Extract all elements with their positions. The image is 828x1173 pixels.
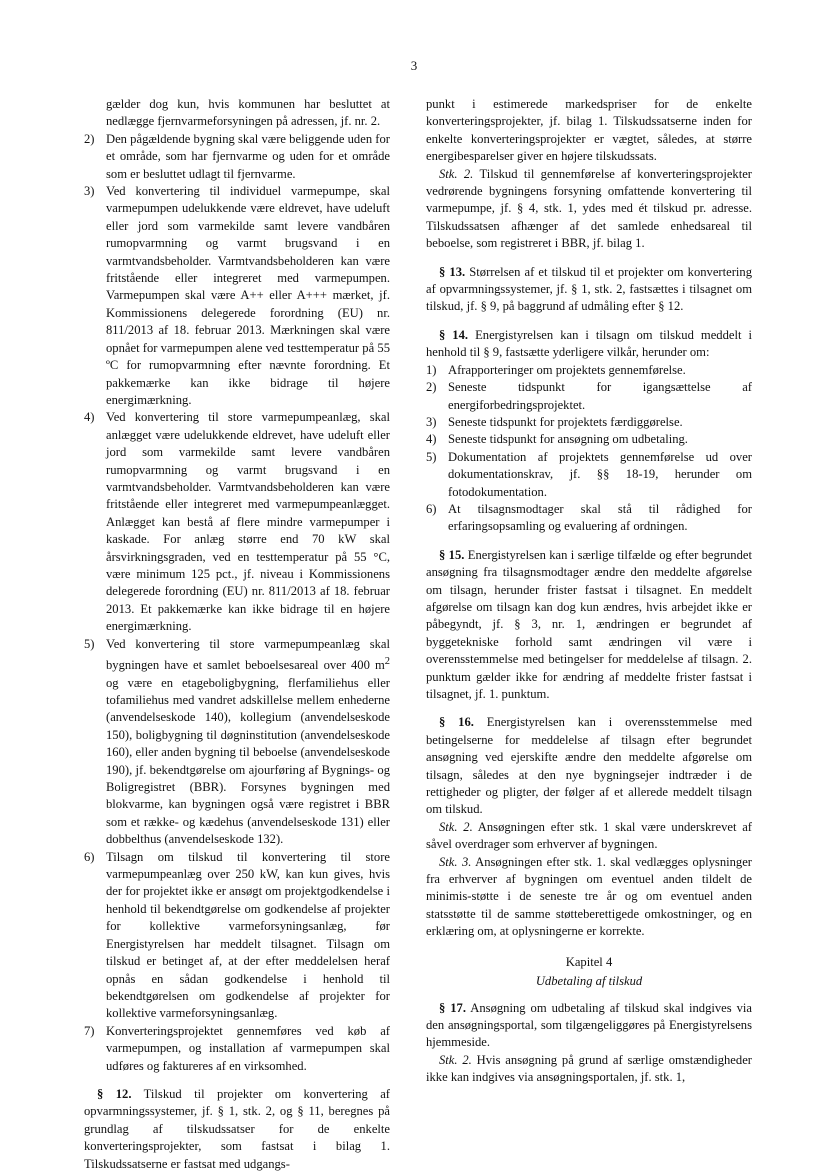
- section-12: [84, 1086, 390, 1173]
- section-17-stk-2: [426, 1052, 752, 1087]
- item-number: 4): [426, 432, 437, 447]
- item-number: 7): [84, 1023, 95, 1038]
- stk-label: Stk. 2.: [439, 166, 474, 181]
- stk-text: Hvis ansøgning på grund af særlige omstændigheder ikke kan indgives via ansøgningsportalen, jf. stk. 1,: [426, 1052, 752, 1085]
- right-column: [426, 96, 752, 1087]
- conditions-list: [426, 362, 752, 536]
- chapter-title: Udbetaling af tilskud: [535, 974, 643, 989]
- item-text: Ved konvertering til store varmepumpeanlæg, skal anlægget være udelukkende eldrevet, have udeluft eller jord som varmekilde samt levere vandbåren rumopvarmning og varmt brugsvand i en varmtvandsbeholder. Varmtvandsbeholderen kan være fritstående eller integreret med varmepumpeanlægget. Anlægget kan bestå af flere mindre varmepumper i kaskade. For anlæg større end 70 kW skal årsvirkningsgraden, ved en testtemperatur på 55 °C, være minimum 125 pct., jf. niveau i Kommissionens delegerede forordning (EU) nr. 811/2013 af 18. februar 2013. Et pakkemærke kan ikke bidrage til en højere energimærkning.: [106, 410, 390, 634]
- item-text: Seneste tidspunkt for ansøgning om udbetaling.: [448, 432, 688, 447]
- superscript-2: 2: [384, 656, 390, 667]
- section-label: § 14.: [439, 327, 469, 342]
- section-label: § 13.: [439, 264, 466, 279]
- section-text: Energistyrelsen kan i tilsagn om tilskud meddelt i henhold til § 9, fastsætte yderligere vilkår, herunder om:: [426, 327, 752, 360]
- list-item: [84, 183, 390, 409]
- list-item: [84, 636, 390, 849]
- list-item: [426, 414, 752, 431]
- item-text: Dokumentation af projektets gennemførelse ud over dokumentationskrav, jf. §§ 18-19, herunder om fotodokumentation.: [448, 449, 752, 499]
- section-text: Ansøgning om udbetaling af tilskud skal indgives via den ansøgningsportal, som tilgængeliggøres på Energistyrelsens hjemmeside.: [426, 1000, 752, 1050]
- left-column: [84, 96, 390, 1173]
- item-text: Afrapporteringer om projektets gennemførelse.: [448, 362, 686, 377]
- item-text: Tilsagn om tilskud til konvertering til store varmepumpeanlæg over 250 kW, kan kun gives, hvis der for projektet ikke er ansøgt om projektgodkendelse i henhold til bekendtgørelse om godkendelse af projekter for kollektive varmeforsyningsanlæg, før Energistyrelsen har meddelt tilsagnet. Tilsagn om tilskud er betinget af, at der efter meddelelsen heraf opnås en sådan godkendelse i henhold til bekendtgørelsen om godkendelse af projekter for kollektive varmeforsyningsanlæg.: [106, 849, 390, 1021]
- section-13: [426, 264, 752, 316]
- section-16: [426, 714, 752, 818]
- section-12-stk-2: [426, 166, 752, 253]
- section-17: [426, 1000, 752, 1052]
- item-number: 3): [84, 184, 95, 199]
- item-text: Konverteringsprojektet gennemføres ved køb af varmepumpen, og installation af varmepumpen skal udføres og faktureres af en virksomhed.: [106, 1023, 390, 1073]
- chapter-heading: Kapitel 4: [565, 954, 613, 969]
- section-text: Energistyrelsen kan i overensstemmelse med betingelserne for meddelelse af tilsagn efter begrundet ansøgning ved ejerskifte ændre den meddelte afgørelse om tilsagn, således at den nye bygningsejer indtræder i de rettigheder og pligter, der følger af et allerede meddelt tilsagn om tilskud.: [426, 715, 753, 817]
- item-text: og være en etageboligbygning, flerfamiliehus eller tofamiliehus med vandret adskillelse mellem enhederne (anvendelseskode 140), kollegium (anvendelseskode 150), boligbygning til døgninstitution (anvendelseskode 160), eller anden bygning til beboelse (anvendelseskode 190), jf. bekendtgørelse om ajourføring af Bygnings- og Boligregistret (BBR). Forsynes bygningen med blokvarme, kan bygningen også være registret i BBR som et række- og kædehus (anvendelseskode 131) eller dobbelthus (anvendelseskode 132).: [106, 675, 390, 847]
- item-number: 6): [426, 501, 437, 516]
- stk-text: Ansøgningen efter stk. 1 skal være underskrevet af såvel overdrager som erhverver af bygningen.: [426, 819, 752, 852]
- list-item: [426, 501, 752, 536]
- item-1-continuation: gælder dog kun, hvis kommunen har besluttet at nedlægge fjernvarmeforsyningen på adressen, jf. nr. 2.: [106, 97, 390, 129]
- item-number: 3): [426, 414, 437, 429]
- item-text: Seneste tidspunkt for projektets færdiggørelse.: [448, 414, 683, 429]
- requirements-list: [84, 131, 390, 1075]
- stk-label: Stk. 3.: [439, 854, 472, 869]
- section-text: Størrelsen af et tilskud til et projekter om konvertering af opvarmningssystemer, jf. § 1, stk. 2, fastsættes i tilsagnet om tilskud, jf. § 9, på baggrund af udmåling efter § 12.: [426, 264, 753, 314]
- section-label: § 16.: [439, 715, 474, 730]
- item-number: 2): [84, 131, 95, 146]
- list-item: [426, 449, 752, 501]
- page-number: 3: [410, 58, 418, 73]
- list-item: [426, 431, 752, 448]
- item-text: Seneste tidspunkt for igangsættelse af energiforbedringsprojektet.: [448, 380, 752, 412]
- item-text: At tilsagnsmodtager skal stå til rådighed for erfaringsopsamling og evaluering af ordningen.: [448, 501, 752, 534]
- stk-label: Stk. 2.: [439, 1052, 472, 1067]
- item-number: 1): [426, 362, 437, 377]
- section-14: [426, 327, 752, 362]
- item-number: 5): [84, 636, 95, 651]
- item-number: 2): [426, 380, 437, 395]
- list-item: [84, 849, 390, 1023]
- item-text: Den pågældende bygning skal være beliggende uden for et område, som har fjernvarme og uden for et område som er besluttet udlagt til fjernvarme.: [106, 131, 390, 181]
- section-15: [426, 547, 752, 704]
- list-item: [84, 1023, 390, 1075]
- stk-text: Ansøgningen efter stk. 1. skal vedlægges oplysninger fra erhverver af bygningen om eventuel anden tildelt de minimis-støtte i de seneste tre år og om eventuel anden statsstøtte til de samme støtteberettigede omkostninger, og en erklæring om, at oplysningerne er korrekte.: [426, 854, 752, 939]
- list-item: [426, 362, 752, 379]
- section-16-stk-2: [426, 819, 752, 854]
- section-label: § 15.: [439, 547, 465, 562]
- item-text: Ved konvertering til store varmepumpeanlæg skal bygningen have et samlet beboelsesareal over 400 m: [106, 636, 390, 673]
- stk-text: Tilskud til gennemførelse af konverteringsprojekter vedrørende bygningens forsyning omfattende konvertering til varmepumpe, jf. § 4, stk. 1, ydes med ét tilskud pr. adresse. Tilskudssatsen afhænger af det samlede enhedsareal til beboelse, som registreret i BBR, jf. bilag 1.: [426, 166, 752, 251]
- list-item: [84, 409, 390, 635]
- section-text: Tilskud til projekter om konvertering af opvarmningssystemer, jf. § 1, stk. 2, og § 11, beregnes på grundlag af tilskudssatser for de enkelte konverteringsprojekter, som fastsat i bilag 1. Tilskudssatserne er fastsat med udgangs-: [84, 1086, 390, 1171]
- section-16-stk-3: [426, 854, 752, 941]
- stk-label: Stk. 2.: [439, 819, 473, 834]
- item-number: 5): [426, 449, 437, 464]
- section-label: § 12.: [97, 1086, 132, 1101]
- section-12-continuation: punkt i estimerede markedspriser for de enkelte konverteringsprojekter, jf. bilag 1. Tilskudssatserne inden for enkelte konverteringsprojekter er vægtet, således, at større energibesparelser giver en højere tilskudssats.: [426, 97, 752, 164]
- item-number: 6): [84, 849, 95, 864]
- item-text: Ved konvertering til individuel varmepumpe, skal varmepumpen udelukkende være eldrevet, have udeluft eller jord som varmekilde samt levere vandbåren rumopvarmning og varmt brugsvand i en varmtvandsbeholder. Varmtvandsbeholderen kan være fritstående eller integreret med varmepumpen. Varmepumpen skal være A++ eller A+++ mærket, jf. Kommissionens delegerede forordning (EU) nr. 811/2013 af 18. februar 2013. Mærkningen skal være opnået for varmepumpen alene ved testtemperatur på 55 ºC for rumopvarmning efter nævnte forordning. Et pakkemærke kan ikke bidrage til højere energimærkning.: [106, 184, 390, 407]
- list-item: [426, 379, 752, 414]
- section-text: Energistyrelsen kan i særlige tilfælde og efter begrundet ansøgning fra tilsagnsmodtager ændre den meddelte afgørelse om tilsagn, herunder frister fastsat i tilsagnet. En meddelt afgørelse om tilsagn kan dog kun ændres, hvis arbejdet ikke er påbegyndt, jf. § 3, nr. 1, ændringen er begrundet af byggetekniske forhold samt ændringen vil være i overensstemmelse med betingelser for meddelelse af tilsagn. 2. punktum gælder ikke for ændring af meddelte frister fastsat i tilsagnet, jf. 1. punktum.: [426, 547, 752, 701]
- list-item: [84, 131, 390, 183]
- item-number: 4): [84, 410, 95, 425]
- section-label: § 17.: [439, 1000, 467, 1015]
